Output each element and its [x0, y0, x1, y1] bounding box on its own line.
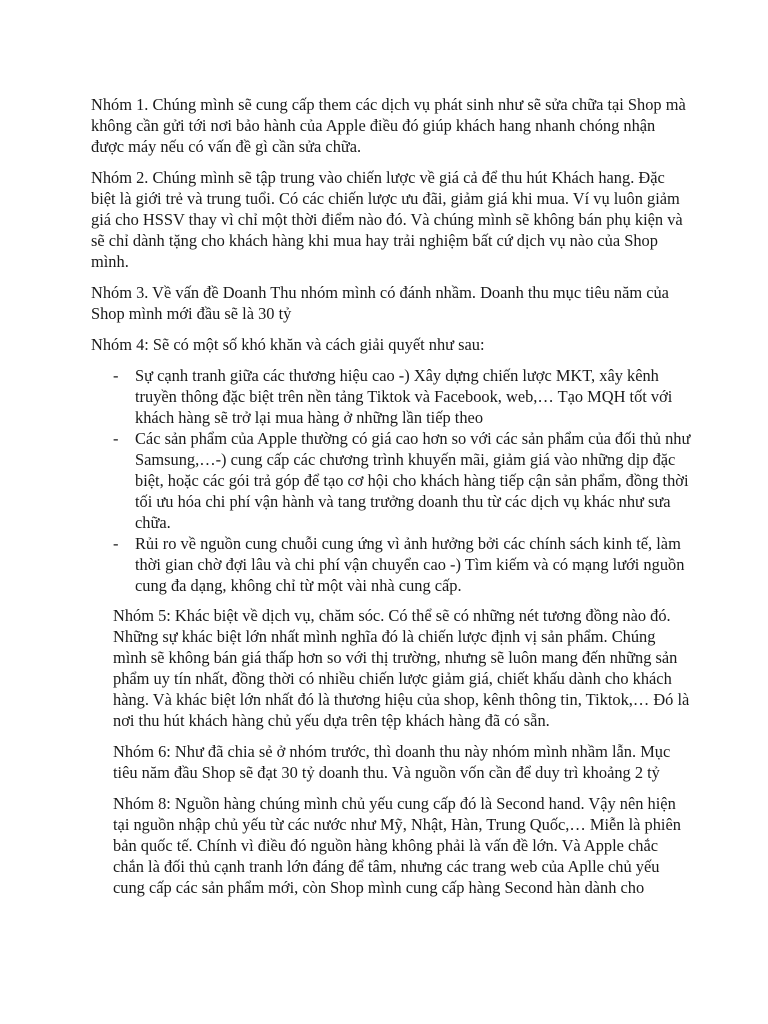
bullet-dash: - — [113, 534, 119, 553]
list-item-text: Sự cạnh tranh giữa các thương hiệu cao -) Xây dựng chiến lược MKT, xây kênh truyền thông đặc biệt trên nền tảng Tiktok và Facebook, web,… Tạo MQH tốt với khách hàng sẽ trở lại mua hàng ở những lần tiếp theo — [135, 366, 673, 427]
paragraph-nhom-8: Nhóm 8: Nguồn hàng chúng mình chủ yếu cung cấp đó là Second hand. Vậy nên hiện tại nguồn nhập chủ yếu từ các nước như Mỹ, Nhật, Hàn, Trung Quốc,… Miễn là phiên bản quốc tế. Chính vì điều đó nguồn hàng không phải là vấn đề lớn. Và Apple chắc chắn là đối thủ cạnh tranh lớn đáng để tâm, nhưng các trang web của Aplle chủ yếu cung cấp các sản phẩm mới, còn Shop mình cung cấp hàng Second hàn dành cho — [113, 794, 681, 897]
list-item — [91, 533, 691, 596]
list-item — [91, 428, 691, 533]
paragraph-nhom-5: Nhóm 5: Khác biệt về dịch vụ, chăm sóc. Có thể sẽ có những nét tương đồng nào đó. Những sự khác biệt lớn nhất mình nghĩa đó là chiến lược định vị sản phẩm. Chúng mình sẽ không bán giá thấp hơn so với thị trường, nhưng sẽ luôn mang đến những sản phẩm uy tín nhất, đồng thời có nhiều chiến lược giảm giá, chiết khấu dành cho khách hàng. Và khác biệt lớn nhất đó là thương hiệu của shop, kênh thông tin, Tiktok,… Đó là nơi thu hút khách hàng chủ yếu dựa trên tệp khách hàng đã có sẵn. — [113, 606, 690, 730]
paragraph-nhom-3: Nhóm 3. Về vấn đề Doanh Thu nhóm mình có đánh nhầm. Doanh thu mục tiêu năm của Shop mình mới đầu sẽ là 30 tỷ — [91, 283, 669, 323]
paragraph-nhom-6: Nhóm 6: Như đã chia sẻ ở nhóm trước, thì doanh thu này nhóm mình nhầm lẫn. Mục tiêu năm đầu Shop sẽ đạt 30 tỷ doanh thu. Và nguồn vốn cần để duy trì khoảng 2 tỷ — [113, 742, 671, 782]
list-item-text: Các sản phẩm của Apple thường có giá cao hơn so với các sản phẩm của đối thủ như Samsung,…-) cung cấp các chương trình khuyến mãi, giảm giá vào những dịp đặc biệt, hoặc các gói trả góp để tạo cơ hội cho khách hàng tiếp cận sản phẩm, đồng thời tối ưu hóa chi phí vận hành và tang trưởng doanh thu từ các dịch vụ khác như sưa chữa. — [135, 429, 691, 532]
paragraph-nhom-1: Nhóm 1. Chúng mình sẽ cung cấp them các dịch vụ phát sinh như sẽ sửa chữa tại Shop mà không cần gửi tới nơi bảo hành của Apple điều đó giúp khách hang nhanh chóng nhận được máy nếu có vấn đề gì cần sửa chữa. — [91, 95, 686, 156]
bullet-dash: - — [113, 366, 119, 385]
nhom-4-bullet-list — [91, 365, 691, 596]
bullet-dash: - — [113, 429, 119, 448]
list-item — [91, 365, 691, 428]
document-page — [91, 94, 691, 908]
paragraph-nhom-4-intro: Nhóm 4: Sẽ có một số khó khăn và cách giải quyết như sau: — [91, 335, 485, 354]
list-item-text: Rủi ro về nguồn cung chuỗi cung ứng vì ảnh hưởng bởi các chính sách kinh tế, làm thời gian chờ đợi lâu và chi phí vận chuyển cao -) Tìm kiếm và có mạng lưới nguồn cung đa dạng, không chỉ từ một vài nhà cung cấp. — [135, 534, 685, 595]
paragraph-nhom-2: Nhóm 2. Chúng mình sẽ tập trung vào chiến lược về giá cả để thu hút Khách hang. Đặc biệt là giới trẻ và trung tuổi. Có các chiến lược ưu đãi, giảm giá khi mua. Ví vụ luôn giảm giá cho HSSV thay vì chỉ một thời điểm nào đó. Và chúng mình sẽ không bán phụ kiện và sẽ chỉ dành tặng cho khách hàng khi mua hay trải nghiệm bất cứ dịch vụ nào của Shop mình. — [91, 168, 683, 271]
